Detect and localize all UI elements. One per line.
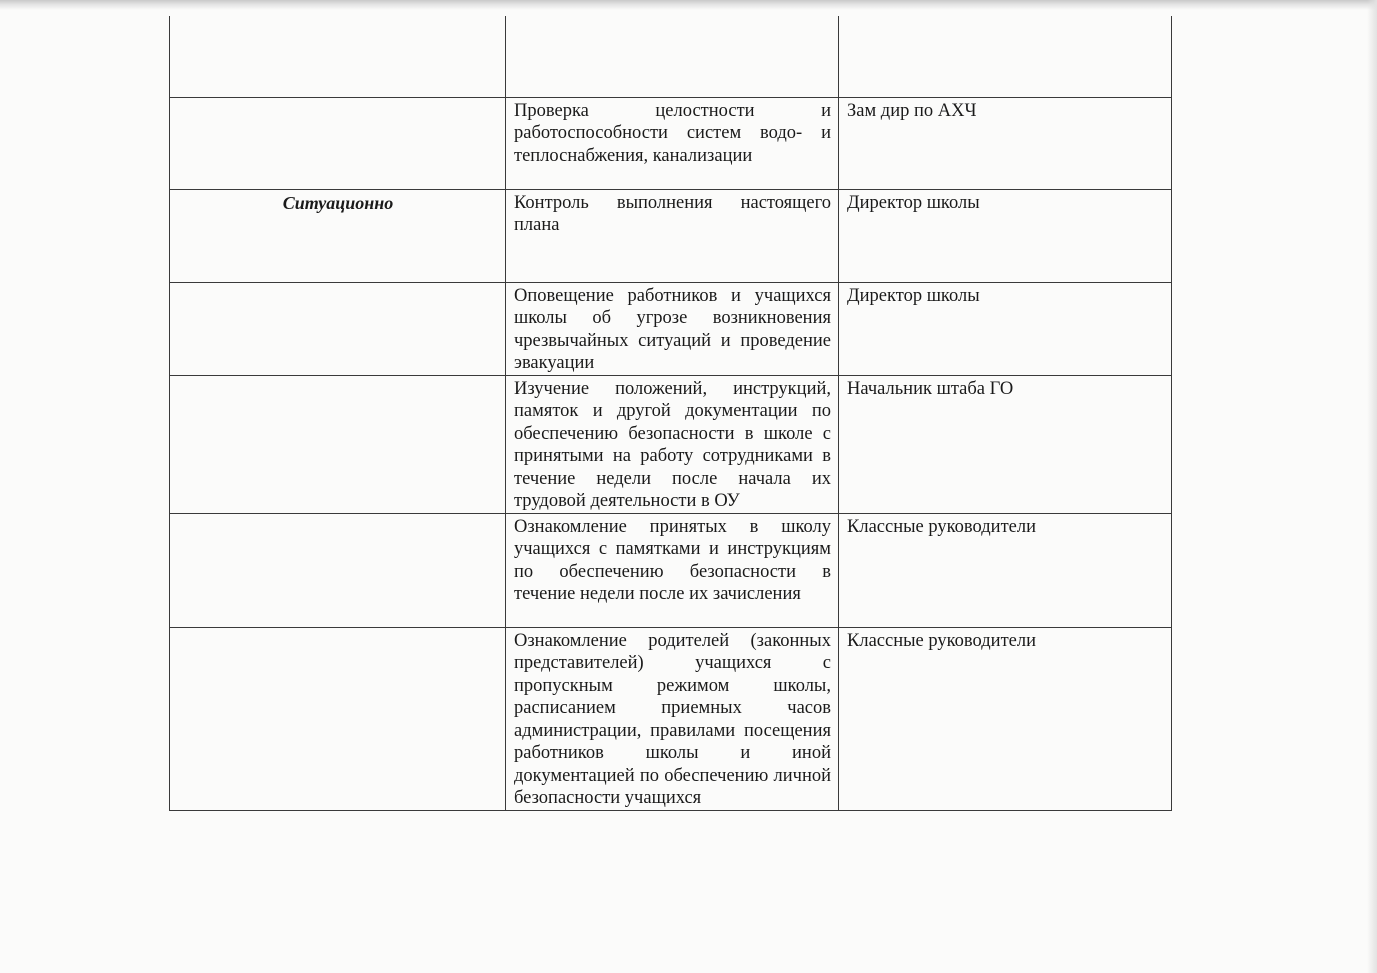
category-cell xyxy=(170,627,506,810)
responsible-cell: Начальник штаба ГО xyxy=(839,375,1172,513)
action-cell: Ознакомление принятых в школу учащихся с памятками и инструкциям по обеспечению безопасности в течение недели после их зачисления xyxy=(506,513,839,627)
table-row xyxy=(170,16,1172,97)
action-cell: Оповещение работников и учащихся школы об угрозе возникновения чрезвычайных ситуаций и проведение эвакуации xyxy=(506,282,839,375)
scan-right-edge xyxy=(1367,0,1377,973)
category-cell: Ситуационно xyxy=(170,189,506,282)
table-row xyxy=(170,375,1172,513)
table-row xyxy=(170,282,1172,375)
action-cell: Проверка целостности и работоспособности систем водо- и теплоснабжения, канализации xyxy=(506,97,839,189)
responsible-cell: Классные руководители xyxy=(839,513,1172,627)
responsible-cell: Директор школы xyxy=(839,282,1172,375)
action-cell: Изучение положений, инструкций, памяток и другой документации по обеспечению безопасности в школе с принятыми на работу сотрудниками в течение недели после начала их трудовой деятельности в ОУ xyxy=(506,375,839,513)
table-row xyxy=(170,627,1172,810)
scan-top-edge xyxy=(0,0,1377,10)
category-cell xyxy=(170,97,506,189)
action-cell: Контроль выполнения настоящего плана xyxy=(506,189,839,282)
table-row xyxy=(170,97,1172,189)
category-cell xyxy=(170,282,506,375)
category-cell xyxy=(170,16,506,97)
category-cell xyxy=(170,513,506,627)
responsible-cell: Директор школы xyxy=(839,189,1172,282)
action-cell xyxy=(506,16,839,97)
table-row xyxy=(170,513,1172,627)
responsible-cell: Зам дир по АХЧ xyxy=(839,97,1172,189)
action-cell: Ознакомление родителей (законных представителей) учащихся с пропускным режимом школы, расписанием приемных часов администрации, правилами посещения работников школы и иной документацией по обеспечению личной безопасности учащихся xyxy=(506,627,839,810)
safety-plan-table xyxy=(169,16,1172,811)
responsible-cell: Классные руководители xyxy=(839,627,1172,810)
table-row xyxy=(170,189,1172,282)
responsible-cell xyxy=(839,16,1172,97)
category-cell xyxy=(170,375,506,513)
